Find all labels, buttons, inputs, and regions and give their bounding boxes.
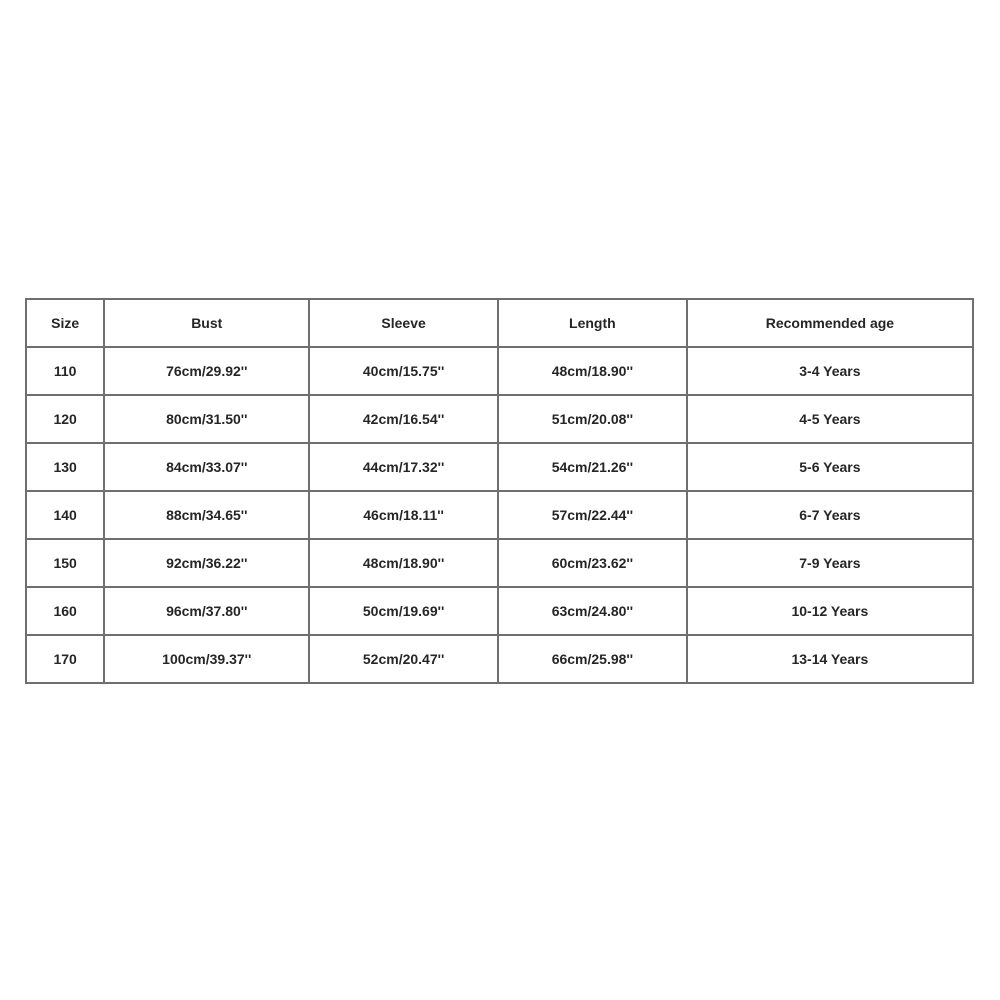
cell-sleeve: 44cm/17.32'' bbox=[309, 443, 498, 491]
cell-length: 51cm/20.08'' bbox=[498, 395, 687, 443]
cell-bust: 100cm/39.37'' bbox=[104, 635, 309, 683]
cell-length: 66cm/25.98'' bbox=[498, 635, 687, 683]
header-sleeve: Sleeve bbox=[309, 299, 498, 347]
header-length: Length bbox=[498, 299, 687, 347]
cell-recommended-age: 10-12 Years bbox=[687, 587, 973, 635]
cell-recommended-age: 5-6 Years bbox=[687, 443, 973, 491]
table-row bbox=[26, 347, 973, 395]
cell-size: 140 bbox=[26, 491, 104, 539]
cell-size: 150 bbox=[26, 539, 104, 587]
cell-length: 63cm/24.80'' bbox=[498, 587, 687, 635]
table-row bbox=[26, 491, 973, 539]
cell-recommended-age: 13-14 Years bbox=[687, 635, 973, 683]
cell-sleeve: 52cm/20.47'' bbox=[309, 635, 498, 683]
cell-size: 120 bbox=[26, 395, 104, 443]
table-row bbox=[26, 443, 973, 491]
cell-sleeve: 42cm/16.54'' bbox=[309, 395, 498, 443]
cell-sleeve: 40cm/15.75'' bbox=[309, 347, 498, 395]
header-recommended-age: Recommended age bbox=[687, 299, 973, 347]
cell-recommended-age: 7-9 Years bbox=[687, 539, 973, 587]
table-row bbox=[26, 395, 973, 443]
cell-size: 110 bbox=[26, 347, 104, 395]
cell-bust: 88cm/34.65'' bbox=[104, 491, 309, 539]
cell-sleeve: 48cm/18.90'' bbox=[309, 539, 498, 587]
table-header-row bbox=[26, 299, 973, 347]
cell-bust: 76cm/29.92'' bbox=[104, 347, 309, 395]
cell-bust: 92cm/36.22'' bbox=[104, 539, 309, 587]
table-row bbox=[26, 587, 973, 635]
cell-bust: 80cm/31.50'' bbox=[104, 395, 309, 443]
table-row bbox=[26, 539, 973, 587]
header-size: Size bbox=[26, 299, 104, 347]
cell-recommended-age: 3-4 Years bbox=[687, 347, 973, 395]
cell-sleeve: 50cm/19.69'' bbox=[309, 587, 498, 635]
cell-bust: 96cm/37.80'' bbox=[104, 587, 309, 635]
size-chart-table bbox=[25, 298, 974, 684]
cell-recommended-age: 4-5 Years bbox=[687, 395, 973, 443]
cell-size: 130 bbox=[26, 443, 104, 491]
cell-recommended-age: 6-7 Years bbox=[687, 491, 973, 539]
cell-length: 54cm/21.26'' bbox=[498, 443, 687, 491]
table-row bbox=[26, 635, 973, 683]
cell-size: 170 bbox=[26, 635, 104, 683]
cell-sleeve: 46cm/18.11'' bbox=[309, 491, 498, 539]
cell-length: 48cm/18.90'' bbox=[498, 347, 687, 395]
cell-length: 60cm/23.62'' bbox=[498, 539, 687, 587]
cell-bust: 84cm/33.07'' bbox=[104, 443, 309, 491]
header-bust: Bust bbox=[104, 299, 309, 347]
cell-length: 57cm/22.44'' bbox=[498, 491, 687, 539]
cell-size: 160 bbox=[26, 587, 104, 635]
